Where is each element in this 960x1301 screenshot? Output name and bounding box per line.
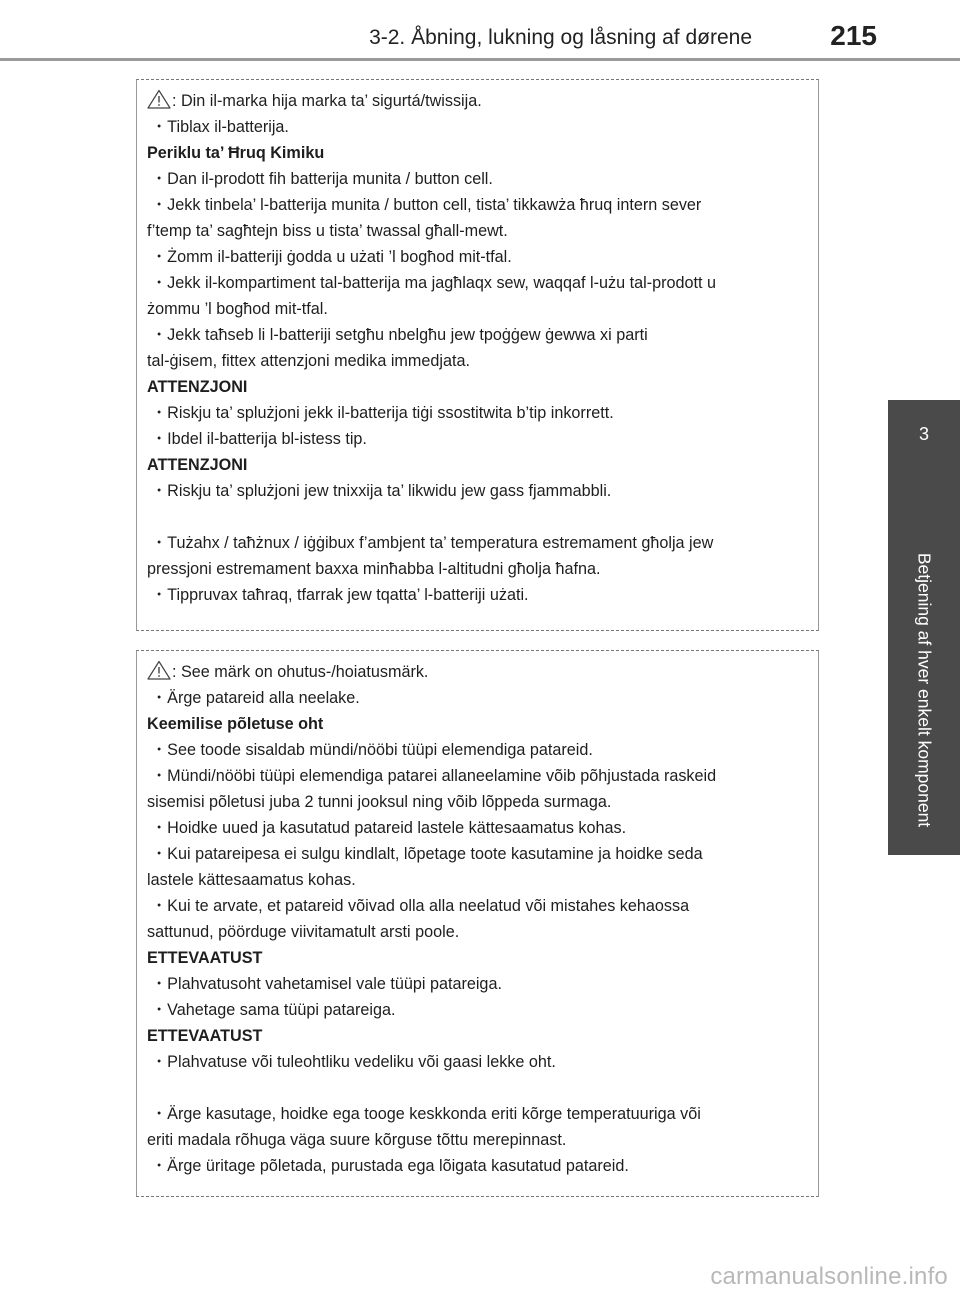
header-divider — [0, 58, 960, 61]
text-line: ・Riskju ta’ splużjoni jew tnixxija ta’ likwidu jew gass fjammabbli. — [151, 482, 612, 500]
text-line: f’temp ta’ sagħtejn biss u tista’ twassal għall-mewt. — [147, 222, 508, 240]
text-line: ・Tużahx / taħżnux / iġġibux f’ambjent ta’ temperatura estremament għolja jew — [151, 534, 714, 552]
text-line: ・Ärge kasutage, hoidke ega tooge keskkonda eriti kõrge temperatuuriga või — [151, 1105, 701, 1123]
text-line: ・Ibdel il-batterija bl-istess tip. — [151, 430, 367, 448]
warning-box-maltese — [136, 79, 819, 631]
text-line: ・Ärge patareid alla neelake. — [151, 689, 360, 707]
chapter-label: Betjening af hver enkelt komponent — [914, 552, 935, 828]
warning-triangle-icon — [147, 89, 171, 109]
text-line: ・Plahvatusoht vahetamisel vale tüüpi patareiga. — [151, 975, 502, 993]
text-line: ・Żomm il-batteriji ġodda u użati ’l bogħod mit-tfal. — [151, 248, 512, 266]
text-line: sisemisi põletusi juba 2 tunni jooksul ning võib lõppeda surmaga. — [147, 793, 612, 811]
text-line: ・Tippruvax taħraq, tfarrak jew tqatta’ l-batteriji użati. — [151, 586, 529, 604]
text-line: eriti madala rõhuga väga suure kõrguse tõttu merepinnast. — [147, 1131, 567, 1149]
text-line: ・Riskju ta’ splużjoni jekk il-batterija tiġi ssostitwita b’tip inkorrett. — [151, 404, 614, 422]
section-heading: Keemilise põletuse oht — [147, 715, 324, 733]
text-line: ・Hoidke uued ja kasutatud patareid lastele kättesaamatus kohas. — [151, 819, 627, 837]
blank-line — [147, 1075, 808, 1101]
warning-symbol-text: : Din il-marka hija marka ta’ sigurtá/twissija. — [172, 92, 482, 110]
page-number: 215 — [830, 20, 877, 51]
section-title: 3-2. Åbning, lukning og låsning af dørene — [369, 26, 752, 49]
text-line: ・Jekk tinbela’ l-batterija munita / button cell, tista’ tikkawża ħruq intern sever — [151, 196, 702, 214]
text-line: pressjoni estremament baxxa minħabba l-altitudni għolja ħafna. — [147, 560, 601, 578]
section-heading: ATTENZJONI — [147, 456, 248, 474]
warning-symbol-text: : See märk on ohutus-/hoiatusmärk. — [172, 663, 429, 681]
section-heading: ATTENZJONI — [147, 378, 248, 396]
text-line: ・Kui patareipesa ei sulgu kindlalt, lõpetage toote kasutamine ja hoidke seda — [151, 845, 703, 863]
warning-triangle-icon — [147, 660, 171, 680]
text-line: ・Jekk il-kompartiment tal-batterija ma jagħlaqx sew, waqqaf l-użu tal-prodott u — [151, 274, 717, 292]
text-line: lastele kättesaamatus kohas. — [147, 871, 356, 889]
text-line: ・Vahetage sama tüüpi patareiga. — [151, 1001, 396, 1019]
text-line: ・Jekk taħseb li l-batteriji setgħu nbelgħu jew tpoġġew ġewwa xi parti — [151, 326, 648, 344]
warning-symbol-line — [147, 88, 808, 114]
text-line: ・Dan il-prodott fih batterija munita / button cell. — [151, 170, 493, 188]
chapter-number: 3 — [918, 424, 929, 444]
section-heading: Periklu ta’ Ħruq Kimiku — [147, 144, 325, 162]
footer-watermark: carmanualsonline.info — [710, 1263, 948, 1290]
chapter-side-tab — [888, 400, 960, 855]
text-line: żommu ’l bogħod mit-tfal. — [147, 300, 328, 318]
text-line: ・Ärge üritage põletada, purustada ega lõigata kasutatud patareid. — [151, 1157, 629, 1175]
warning-symbol-line — [147, 659, 808, 685]
text-line: ・Plahvatuse või tuleohtliku vedeliku või gaasi lekke oht. — [151, 1053, 556, 1071]
text-line: ・Kui te arvate, et patareid võivad olla alla neelatud või mistahes kehaossa — [151, 897, 690, 915]
text-line: ・Tiblax il-batterija. — [151, 118, 289, 136]
section-heading: ETTEVAATUST — [147, 949, 263, 967]
text-line: sattunud, pöörduge viivitamatult arsti poole. — [147, 923, 460, 941]
blank-line — [147, 504, 808, 530]
warning-box-estonian — [136, 650, 819, 1197]
text-line: ・Mündi/nööbi tüüpi elemendiga patarei allaneelamine võib põhjustada raskeid — [151, 767, 717, 785]
text-line: tal-ġisem, fittex attenzjoni medika immedjata. — [147, 352, 470, 370]
text-line: ・See toode sisaldab mündi/nööbi tüüpi elemendiga patareid. — [151, 741, 593, 759]
page-header — [0, 0, 960, 60]
section-heading: ETTEVAATUST — [147, 1027, 263, 1045]
